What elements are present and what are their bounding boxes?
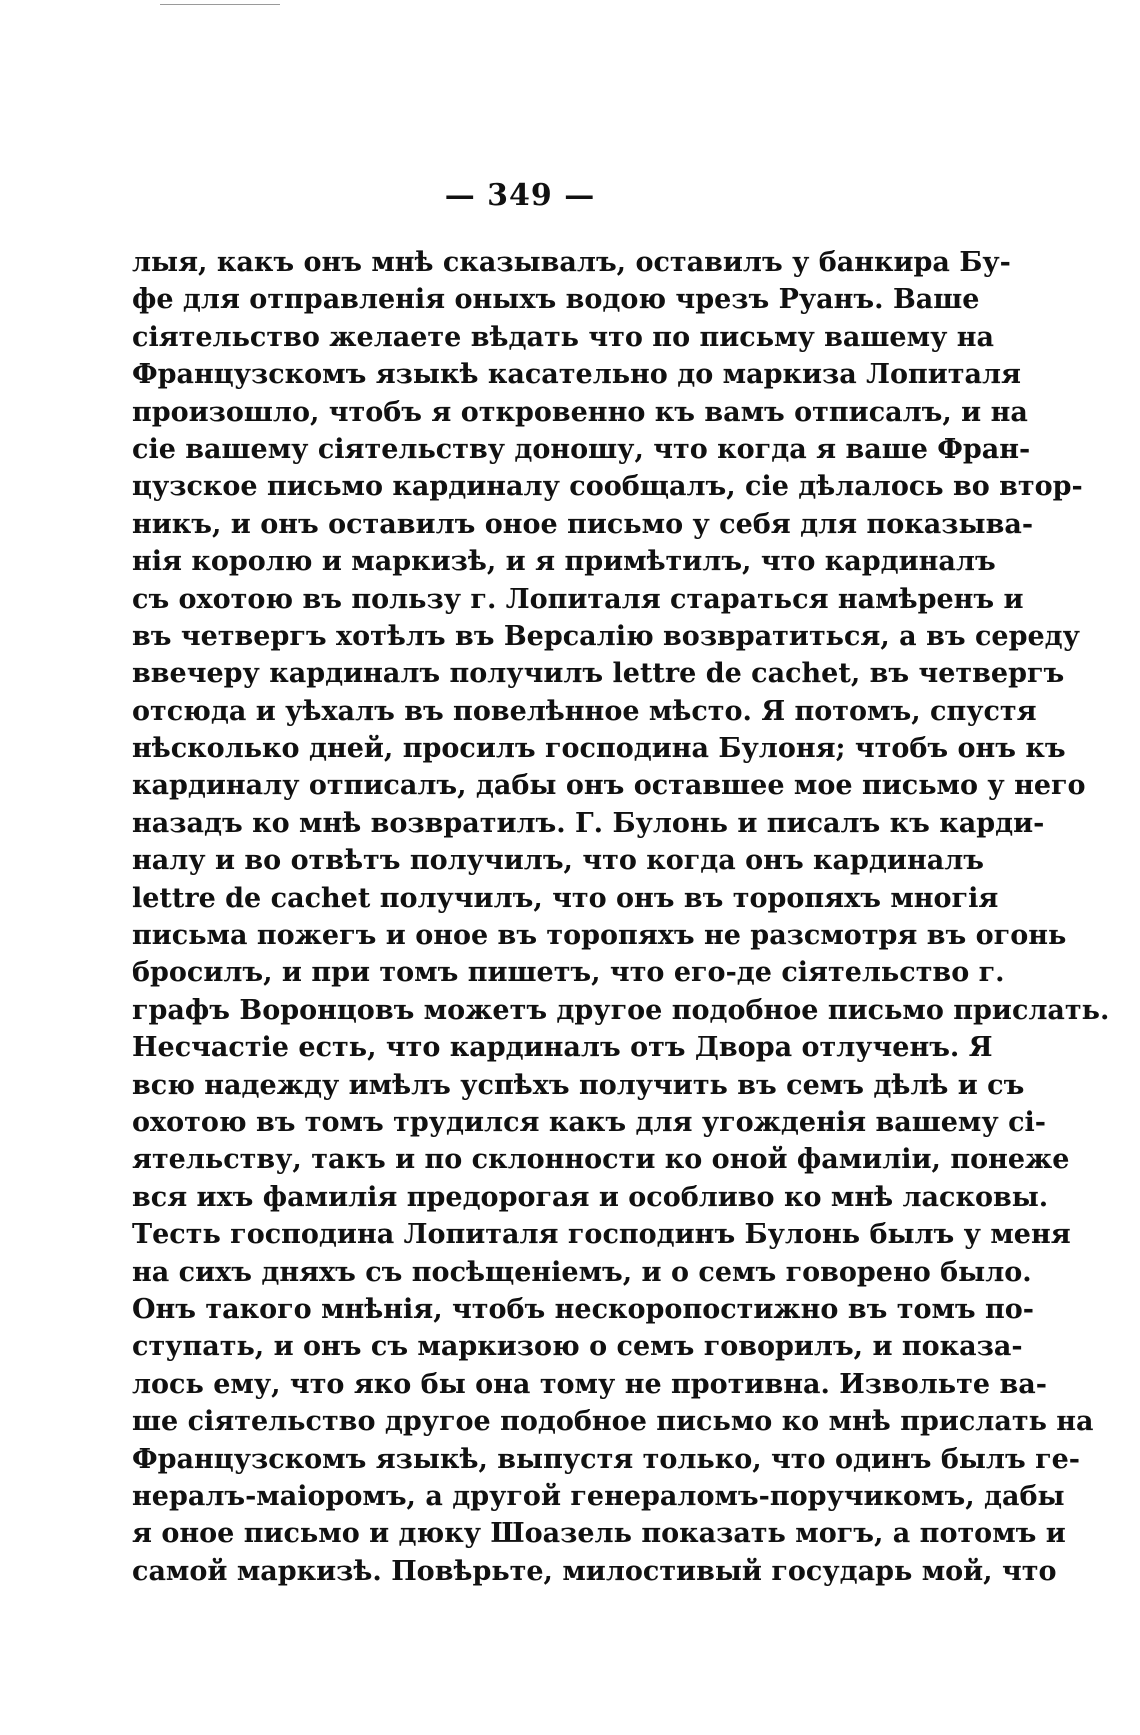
text-line: нералъ-маіоромъ, а другой генераломъ-поручикомъ, дабы	[132, 1480, 1065, 1512]
text-line: нія королю и маркизѣ, и я примѣтилъ, что кардиналъ	[132, 546, 996, 578]
text-line: ступать, и онъ съ маркизою о семъ говорилъ, и показа-	[132, 1331, 1023, 1363]
text-line: я оное письмо и дюку Шоазель показать могъ, а потомъ и	[132, 1518, 1066, 1550]
text-line: письма пожегъ и оное въ торопяхъ не разсмотря въ огонь	[132, 920, 1067, 952]
text-line: съ охотою въ пользу г. Лопиталя стараться намѣренъ и	[132, 583, 1024, 615]
text-line: Онъ такого мнѣнія, чтобъ нескоропостижно въ томъ по-	[132, 1293, 1034, 1325]
text-line: сіе вашему сіятельству доношу, что когда я ваше Фран-	[132, 433, 1031, 465]
text-line: бросилъ, и при томъ пишетъ, что его-де сіятельство г.	[132, 957, 1005, 989]
text-line: налу и во отвѣтъ получилъ, что когда онъ кардиналъ	[132, 845, 984, 877]
text-line: сіятельство желаете вѣдать что по письму вашему на	[132, 321, 995, 353]
text-line: фе для отправленія оныхъ водою чрезъ Руанъ. Ваше	[132, 284, 980, 316]
text-line: произошло, чтобъ я откровенно къ вамъ отписалъ, и на	[132, 396, 1028, 428]
text-line: лыя, какъ онъ мнѣ сказывалъ, оставилъ у банкира Бу-	[132, 247, 1011, 278]
text-line: въ четвергъ хотѣлъ въ Версалію возвратиться, а въ середу	[132, 620, 1080, 652]
text-line: lettre de cachet получилъ, что онъ въ торопяхъ многія	[132, 882, 999, 914]
text-line: Французскомъ языкѣ касательно до маркиза Лопиталя	[132, 359, 1021, 391]
text-line: охотою въ томъ трудился какъ для угожденія вашему сі-	[132, 1106, 1046, 1138]
text-line: ше сіятельство другое подобное письмо ко мнѣ прислать на	[132, 1406, 1094, 1438]
body-text	[132, 244, 1110, 1590]
text-line: отсюда и уѣхалъ въ повелѣнное мѣсто. Я потомъ, спустя	[132, 695, 1037, 727]
text-line: кардиналу отписалъ, дабы онъ оставшее мое письмо у него	[132, 770, 1086, 802]
page-number: — 349 —	[444, 178, 596, 213]
text-line: назадъ ко мнѣ возвратилъ. Г. Булонь и писалъ къ карди-	[132, 807, 1045, 839]
top-edge-rule	[160, 4, 280, 5]
text-line: самой маркизѣ. Повѣрьте, милостивый государь мой, что	[132, 1555, 1057, 1587]
text-line: Тесть господина Лопиталя господинъ Булонь былъ у меня	[132, 1219, 1071, 1251]
text-line: Несчастіе есть, что кардиналъ отъ Двора отлученъ. Я	[132, 1032, 993, 1064]
text-line: всю надежду имѣлъ успѣхъ получить въ семъ дѣлѣ и съ	[132, 1069, 1025, 1101]
text-line: ввечеру кардиналъ получилъ lettre de cachet, въ четвергъ	[132, 658, 1065, 690]
text-line: цузское письмо кардиналу сообщалъ, сіе дѣлалось во втор-	[132, 471, 1083, 503]
text-line: вся ихъ фамилія предорогая и особливо ко мнѣ ласковы.	[132, 1181, 1049, 1213]
text-line: ятельству, такъ и по склонности ко оной фамиліи, понеже	[132, 1144, 1070, 1176]
text-line: на сихъ дняхъ съ посѣщеніемъ, и о семъ говорено было.	[132, 1256, 1032, 1288]
text-line: Французскомъ языкѣ, выпустя только, что одинъ былъ ге-	[132, 1443, 1081, 1475]
text-line: лось ему, что яко бы она тому не противна. Извольте ва-	[132, 1368, 1047, 1400]
text-line: нѣсколько дней, просилъ господина Булоня; чтобъ онъ къ	[132, 733, 1066, 765]
text-line: графъ Воронцовъ можетъ другое подобное письмо прислать.	[132, 994, 1110, 1026]
text-line: никъ, и онъ оставилъ оное письмо у себя для показыва-	[132, 508, 1034, 540]
